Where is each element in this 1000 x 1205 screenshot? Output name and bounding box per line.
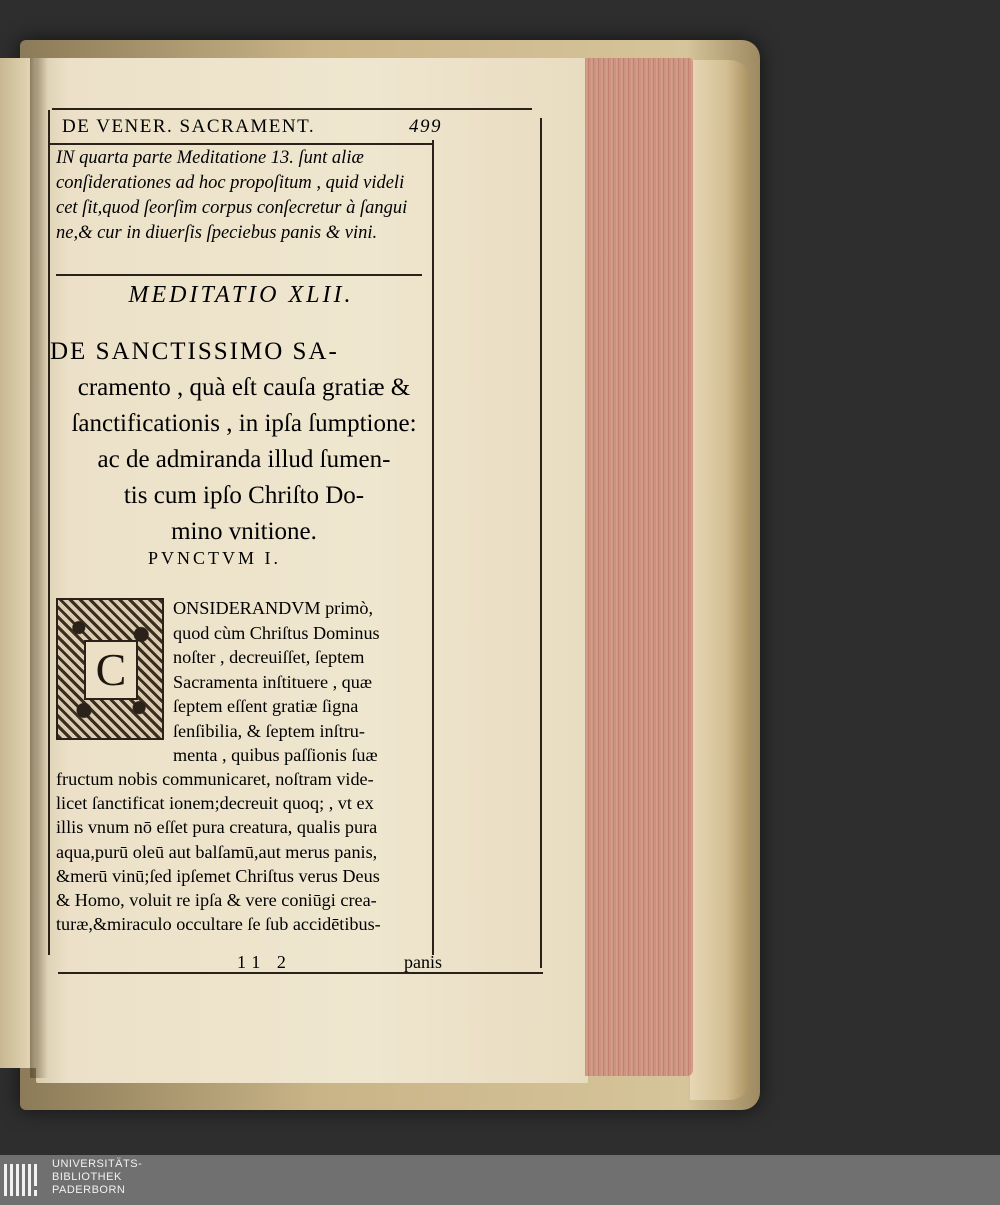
note-line: conſiderationes ad hoc propoſitum , quid videli	[56, 173, 405, 193]
decorated-initial	[56, 598, 164, 740]
signature-mark: 11 2	[237, 952, 292, 972]
body-line: ſenſibilia, & ſeptem inſtru-	[173, 720, 365, 741]
library-logo-icon	[2, 1160, 46, 1200]
library-name-line: PADERBORN	[52, 1184, 126, 1196]
punctum-heading: PVNCTVM I.	[148, 548, 282, 568]
note-line: IN quarta parte Meditatione 13. ſunt aliæ	[56, 148, 364, 168]
body-line: ſeptem eſſent gratiæ ſigna	[173, 696, 359, 716]
heading-line: DE SANCTISSIMO SA-	[50, 338, 339, 365]
body-line: noſter , decreuiſſet, ſeptem	[173, 647, 365, 667]
body-line: aqua,purū oleū aut balſamū,aut merus panis,	[56, 841, 378, 862]
heading-line: tis cum ipſo Chriſto Do-	[123, 482, 365, 509]
frame-rule-outer	[540, 118, 542, 968]
heading-line: cramento , quà eſt cauſa gratiæ &	[77, 374, 411, 401]
body-line: &merū vinū;ſed ipſemet Chriſtus verus Deus	[56, 865, 380, 886]
meditation-title: MEDITATIO XLII.	[128, 282, 354, 308]
library-name	[52, 1158, 142, 1197]
running-head	[62, 116, 442, 144]
body-line: fructum nobis communicaret, noſtram vide-	[56, 769, 374, 789]
body-line: licet ſanctificat ionem;decreuit quoq; , vt ex	[56, 793, 374, 814]
heading-line: mino vnitione.	[171, 518, 317, 545]
book-fore-edge-cover	[690, 60, 750, 1100]
heading-line: ac de admiranda illud ſumen-	[97, 446, 391, 473]
meditation-heading	[50, 334, 438, 550]
library-name-line: BIBLIOTHEK	[52, 1171, 122, 1183]
library-brand-bar	[0, 1155, 1000, 1205]
body-line: Sacramenta inſtituere , quæ	[173, 671, 372, 692]
library-name-line: UNIVERSITÄTS-	[52, 1158, 143, 1170]
body-line: menta , quibus paſſionis ſuæ	[173, 745, 378, 765]
head-rule	[50, 143, 433, 145]
note-line: ne,& cur in diuerſis ſpeciebus panis & vini.	[56, 223, 378, 243]
page-footer	[62, 950, 442, 976]
page-number: 499	[409, 116, 442, 137]
body-text	[56, 767, 440, 936]
cross-reference-note	[56, 146, 438, 246]
heading-line: ſanctificationis , in ipſa ſumptione:	[71, 410, 417, 437]
body-line: quod cùm Chriſtus Dominus	[173, 622, 380, 643]
running-head-title: DE VENER. SACRAMENT.	[62, 116, 316, 137]
note-line: cet ſit,quod ſeorſim corpus conſecretur à ſangui	[56, 198, 408, 218]
body-line: turæ,&miraculo occultare ſe ſub accidētibus-	[56, 914, 381, 935]
section-rule	[56, 274, 422, 276]
frame-rule-top	[52, 108, 532, 110]
page-gutter	[30, 58, 48, 1078]
body-line: illis vnum nō eſſet pura creatura, qualis pura	[56, 817, 378, 838]
catchword: panis	[404, 952, 442, 972]
page-edges	[585, 58, 693, 1076]
body-line: ONSIDERANDVM primò,	[173, 598, 374, 618]
initial-letter: C	[84, 640, 138, 700]
body-text-beside-initial	[173, 596, 435, 768]
body-line: & Homo, voluit re ipſa & vere coniūgi crea-	[56, 890, 377, 911]
